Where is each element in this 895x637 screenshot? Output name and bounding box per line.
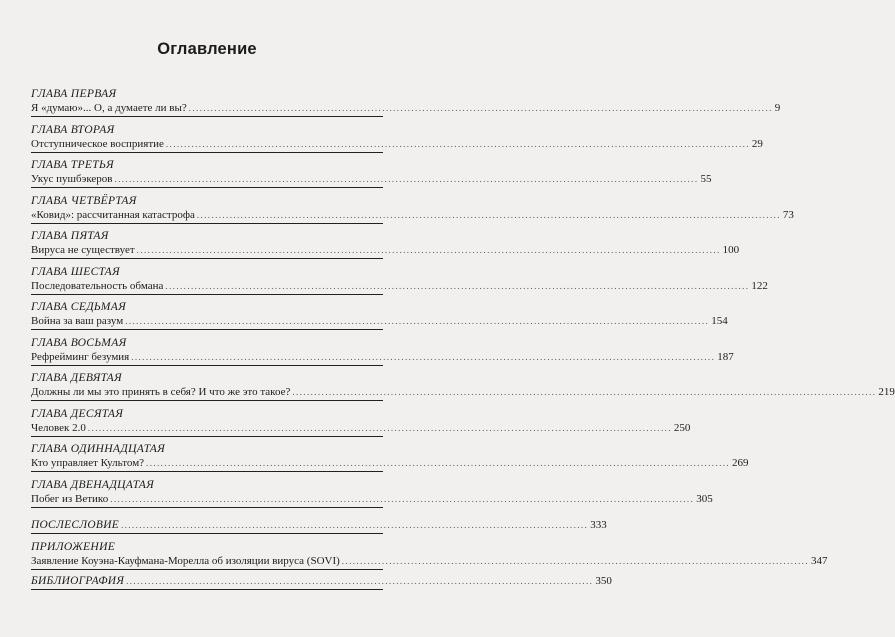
- toc-line[interactable]: [31, 172, 712, 188]
- toc-chapter-label: ГЛАВА ДЕСЯТАЯ: [31, 406, 124, 420]
- leader-dots: ................................................................................................................................................................: [125, 316, 710, 326]
- toc-entry: [31, 264, 768, 295]
- toc-line[interactable]: [31, 456, 749, 472]
- toc-page-number: 73: [782, 208, 794, 221]
- toc-entry-postscript: [31, 518, 607, 534]
- toc-entry-title: Должны ли мы это принять в себя? И что же это такое?: [31, 386, 291, 398]
- toc-entry-title: Человек 2.0: [31, 421, 86, 434]
- toc-page-number: 347: [810, 554, 828, 567]
- toc-chapter-label: ГЛАВА ОДИННАДЦАТАЯ: [31, 442, 166, 455]
- toc-chapter-label: ГЛАВА ШЕСТАЯ: [31, 264, 120, 278]
- leader-dots: ................................................................................................................................................................: [146, 458, 731, 468]
- toc-chapter-label: ГЛАВА ПЯТАЯ: [31, 229, 109, 242]
- leader-dots: ................................................................................................................................................................: [110, 493, 695, 504]
- toc-entry: [31, 193, 794, 224]
- toc-entry-title: Вируса не существует: [31, 244, 135, 256]
- toc-entry: [31, 477, 713, 508]
- toc-chapter-label: ГЛАВА ВОСЬМАЯ: [31, 335, 127, 349]
- toc-chapter-label: ГЛАВА ВТОРАЯ: [31, 122, 115, 136]
- toc-entry-title: Заявление Коуэна-Кауфмана-Морелла об изоляции вируса (SOVI): [31, 554, 340, 567]
- toc-entry-title: Кто управляет Культом?: [31, 457, 145, 469]
- toc-entry: [31, 370, 895, 401]
- toc-entry: [31, 299, 728, 330]
- toc-line[interactable]: [31, 574, 612, 590]
- toc-line[interactable]: [31, 243, 740, 259]
- toc-entry: [31, 441, 749, 472]
- toc-entry: [31, 335, 734, 366]
- toc-entry: [31, 157, 712, 188]
- leader-dots: ................................................................................................................................: [120, 520, 589, 530]
- toc-entry-appendix: [31, 539, 828, 570]
- toc-chapter-label: ГЛАВА ДЕВЯТАЯ: [31, 371, 122, 384]
- toc-chapter-label: ГЛАВА ДВЕНАДЦАТАЯ: [31, 477, 155, 491]
- toc-entry: [31, 228, 740, 259]
- toc-page-number: 269: [732, 457, 749, 469]
- toc-line[interactable]: [31, 385, 895, 401]
- toc-chapter-label: ПРИЛОЖЕНИЕ: [31, 539, 116, 553]
- toc-entry-title: Я «думаю»... О, а думаете ли вы?: [31, 102, 187, 114]
- toc-entry: [31, 86, 781, 117]
- toc-entry-bibliography: [31, 574, 612, 590]
- toc-entry-title: Война за ваш разум: [31, 315, 124, 327]
- toc-entry-title: Укус пушбэкеров: [31, 173, 113, 185]
- toc-line[interactable]: [31, 314, 728, 330]
- leader-dots: ................................................................................................................................................................: [188, 103, 773, 113]
- toc-entry-title: Отступническое восприятие: [31, 137, 164, 150]
- toc-entry-title: Рефрейминг безумия: [31, 350, 130, 363]
- toc-page-number: 55: [700, 173, 712, 185]
- toc-line[interactable]: [31, 137, 763, 153]
- leader-dots: ................................................................................................................................................................: [165, 138, 750, 149]
- toc-page-number: 305: [696, 492, 713, 505]
- toc-entry-title: Побег из Ветико: [31, 492, 109, 505]
- toc-line[interactable]: [31, 101, 781, 117]
- toc-chapter-label: ГЛАВА ТРЕТЬЯ: [31, 158, 114, 171]
- toc-line[interactable]: [31, 554, 828, 570]
- toc-line[interactable]: [31, 492, 713, 508]
- toc-page-number: 9: [774, 102, 781, 114]
- toc-line[interactable]: [31, 279, 768, 295]
- toc-page-number: 187: [717, 350, 734, 363]
- toc-entry-title: «Ковид»: рассчитанная катастрофа: [31, 208, 195, 221]
- toc-page-number: 29: [751, 137, 763, 150]
- leader-dots: ................................................................................................................................: [341, 555, 809, 566]
- leader-dots: ................................................................................................................................: [126, 576, 594, 586]
- toc-line[interactable]: [31, 350, 734, 366]
- leader-dots: ................................................................................................................................................................: [131, 351, 716, 362]
- toc-entry-title: ПОСЛЕСЛОВИЕ: [31, 519, 119, 531]
- toc-page-number: 250: [673, 421, 691, 434]
- toc-entry-title: БИБЛИОГРАФИЯ: [31, 575, 125, 587]
- toc-entry: [31, 406, 691, 437]
- toc-page-number: 333: [590, 519, 607, 531]
- leader-dots: ................................................................................................................................................................: [87, 422, 672, 433]
- toc-page-number: 100: [722, 244, 740, 256]
- toc-entry-title: Последовательность обмана: [31, 279, 164, 292]
- toc-chapter-label: ГЛАВА ПЕРВАЯ: [31, 87, 117, 100]
- leader-dots: ................................................................................................................................................................: [196, 209, 781, 220]
- toc-page-number: 154: [711, 315, 728, 327]
- leader-dots: ................................................................................................................................................................: [292, 387, 877, 397]
- leader-dots: ................................................................................................................................................................: [136, 245, 721, 255]
- toc-entry: [31, 122, 763, 153]
- leader-dots: ................................................................................................................................................................: [114, 174, 699, 184]
- page-title: Оглавление: [157, 40, 257, 58]
- toc-chapter-label: ГЛАВА ЧЕТВЁРТАЯ: [31, 193, 137, 207]
- toc-line[interactable]: [31, 518, 607, 534]
- toc-page-number: 350: [595, 575, 612, 587]
- toc-line[interactable]: [31, 421, 691, 437]
- leader-dots: ................................................................................................................................................................: [165, 280, 750, 291]
- toc-page-number: 122: [751, 279, 768, 292]
- toc-page-number: 219: [878, 386, 895, 398]
- toc-chapter-label: ГЛАВА СЕДЬМАЯ: [31, 300, 127, 313]
- toc-line[interactable]: [31, 208, 794, 224]
- table-of-contents: [31, 86, 895, 508]
